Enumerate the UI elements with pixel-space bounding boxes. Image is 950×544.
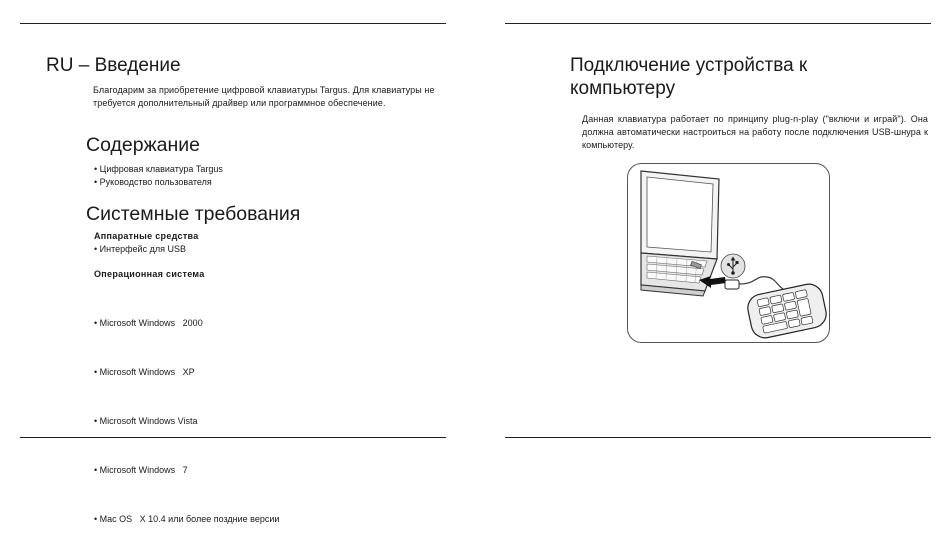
contents-heading: Содержание — [86, 134, 200, 156]
list-item: • Mac OS X 10.4 или более поздние версии — [94, 513, 279, 526]
os-list — [94, 281, 279, 544]
hardware-heading: Аппаратные средства — [94, 231, 199, 241]
page-title: RU – Введение — [46, 55, 181, 76]
laptop-keypad-drawing — [627, 163, 830, 343]
list-item: • Microsoft Windows XP — [94, 366, 279, 379]
contents-list — [94, 163, 223, 189]
top-rule-left — [20, 23, 446, 24]
intro-text: Благодарим за приобретение цифровой клавиатуры Targus. Для клавиатуры не требуется дополнительный драйвер или программное обеспечение. — [93, 85, 435, 108]
bottom-rule-right — [505, 437, 931, 438]
list-item: • Руководство пользователя — [94, 176, 223, 189]
connect-body: Данная клавиатура работает по принципу plug-n-play ("включи и играй"). Она должна автоматически настроиться на работу после подключения USB-шнура к компьютеру. — [582, 114, 928, 150]
list-item: • Цифровая клавиатура Targus — [94, 163, 223, 176]
requirements-heading: Системные требования — [86, 203, 301, 225]
list-item: • Microsoft Windows 7 — [94, 464, 279, 477]
os-heading: Операционная система — [94, 269, 205, 279]
list-item: • Интерфейс для USB — [94, 243, 186, 256]
list-item: • Microsoft Windows Vista — [94, 415, 279, 428]
connect-title: Подключение устройства к компьютеру — [570, 55, 808, 99]
list-item: • Microsoft Windows 2000 — [94, 317, 279, 330]
hardware-list — [94, 243, 186, 256]
connection-illustration — [627, 163, 830, 343]
top-rule-right — [505, 23, 931, 24]
